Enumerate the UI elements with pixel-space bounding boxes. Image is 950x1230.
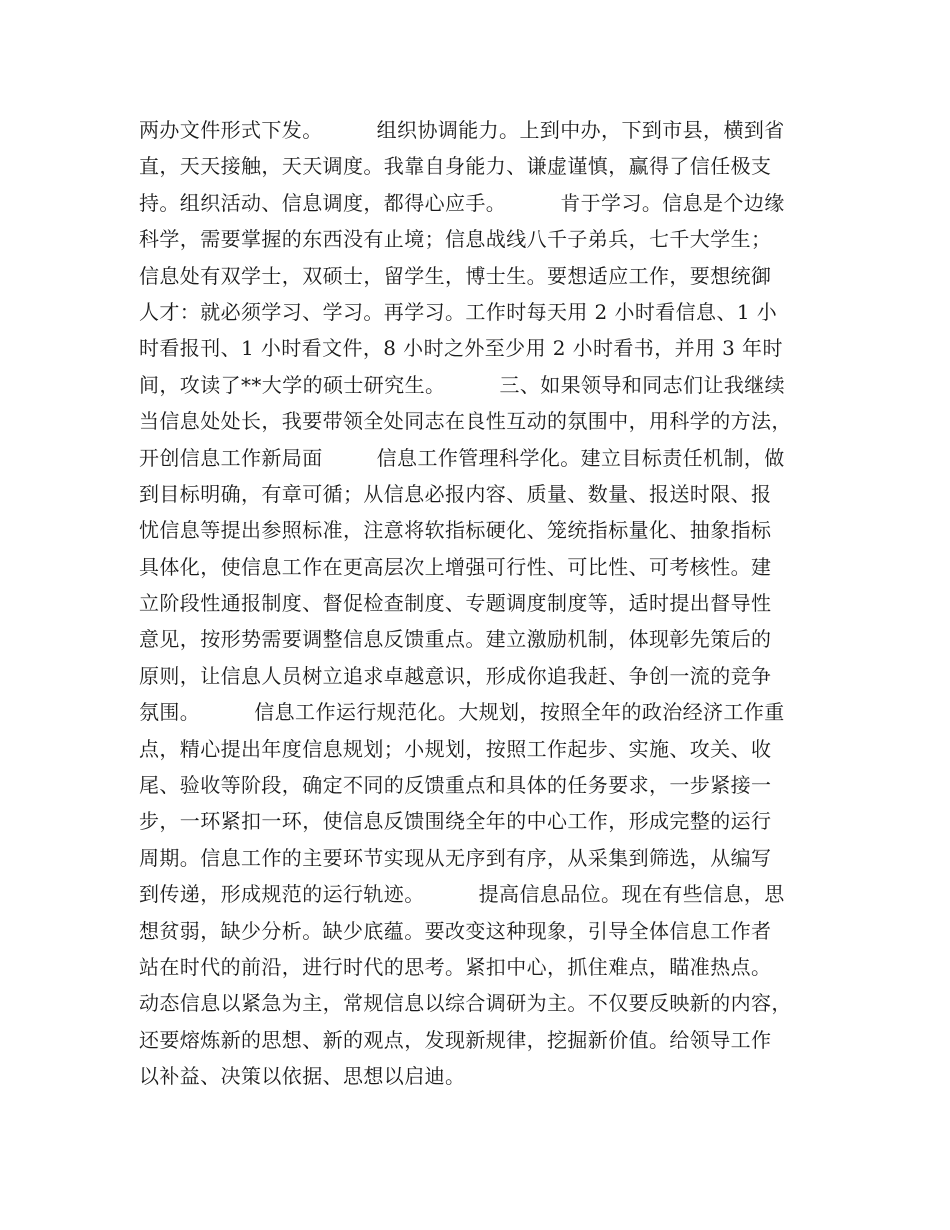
text-line: 立阶段性通报制度、督促检查制度、专题调度制度等，适时提出督导性 <box>139 591 772 616</box>
text-line: 人才：就必须学习、学习。再学习。工作时每天用 2 小时看信息、1 小 <box>139 299 778 324</box>
text-line: 原则，让信息人员树立追求卓越意识，形成你追我赶、争创一流的竞争 <box>139 663 772 688</box>
text-line: 周期。信息工作的主要环节实现从无序到有序，从采集到筛选，从编写 <box>139 845 772 870</box>
text-line: 以补益、决策以依据、思想以启迪。 <box>139 1064 466 1089</box>
text-line: 开创信息工作新局面 信息工作管理科学化。建立目标责任机制，做 <box>139 445 785 470</box>
text-line: 具体化，使信息工作在更高层次上增强可行性、可比性、可考核性。建 <box>139 554 772 579</box>
text-line: 氛围。 信息工作运行规范化。大规划，按照全年的政治经济工作重 <box>139 700 785 725</box>
text-line: 间，攻读了**大学的硕士研究生。 三、如果领导和同志们让我继续 <box>139 372 786 397</box>
text-line: 还要熔炼新的思想、新的观点，发现新规律，挖掘新价值。给领导工作 <box>139 1027 772 1052</box>
body-text <box>139 112 829 1095</box>
text-line: 到传递，形成规范的运行轨迹。 提高信息品位。现在有些信息，思 <box>139 882 785 907</box>
text-line: 信息处有双学士，双硕士，留学生，博士生。要想适应工作，要想统御 <box>139 263 772 288</box>
text-line: 动态信息以紧急为主，常规信息以综合调研为主。不仅要反映新的内容， <box>139 991 792 1016</box>
text-line: 科学，需要掌握的东西没有止境；信息战线八千子弟兵，七千大学生； <box>139 227 772 252</box>
text-line: 意见，按形势需要调整信息反馈重点。建立激励机制，体现彰先策后的 <box>139 627 772 652</box>
text-line: 持。组织活动、信息调度，都得心应手。 肯于学习。信息是个边缘 <box>139 190 785 215</box>
text-line: 到目标明确，有章可循；从信息必报内容、质量、数量、报送时限、报 <box>139 481 772 506</box>
text-line: 点，精心提出年度信息规划；小规划，按照工作起步、实施、攻关、收 <box>139 736 772 761</box>
text-line: 尾、验收等阶段，确定不同的反馈重点和具体的任务要求，一步紧接一 <box>139 773 772 798</box>
text-line: 站在时代的前沿，进行时代的思考。紧扣中心，抓住难点，瞄准热点。 <box>139 954 772 979</box>
text-line: 想贫弱，缺少分析。缺少底蕴。要改变这种现象，引导全体信息工作者 <box>139 918 772 943</box>
text-line: 两办文件形式下发。 组织协调能力。上到中办，下到市县，横到省 <box>139 118 785 142</box>
text-line: 直，天天接触，天天调度。我靠自身能力、谦虚谨慎，赢得了信任极支 <box>139 154 772 179</box>
text-line: 时看报刊、1 小时看文件，8 小时之外至少用 2 小时看书，并用 3 年时 <box>139 336 783 361</box>
text-line: 当信息处处长，我要带领全处同志在良性互动的氛围中，用科学的方法， <box>139 409 792 434</box>
text-line: 步，一环紧扣一环，使信息反馈围绕全年的中心工作，形成完整的运行 <box>139 809 772 834</box>
text-line: 忧信息等提出参照标准，注意将软指标硬化、笼统指标量化、抽象指标 <box>139 518 772 543</box>
